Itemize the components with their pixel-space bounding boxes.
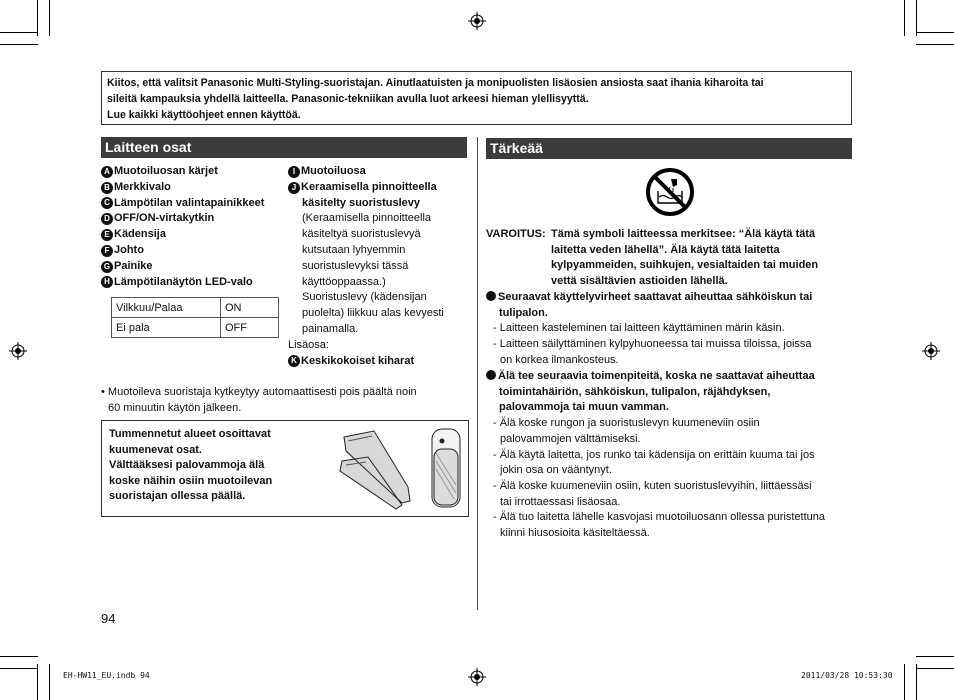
intro-line: Kiitos, että valitsit Panasonic Multi-Styling-suoristajan. Ainutlaatuisten ja monipuolisten lisäosien ansiosta saat ihania kiharoita tai [107,77,764,89]
bullet-icon [486,370,496,380]
badge: F [101,245,113,257]
crop-mark [0,668,38,669]
crop-mark [916,668,954,669]
crop-mark [916,32,954,33]
list-item: on korkea ilmankosteus. [500,353,619,366]
intro-line: Lue kaikki käyttöohjeet ennen käyttöä. [107,109,301,121]
crop-mark [904,0,905,36]
table-cell: OFF [221,318,279,338]
footer-file-info: EH-HW11_EU.indb 94 [63,671,150,680]
table-row [112,298,279,318]
part-item: J Keraamisella pinnoitteella [288,180,468,196]
table-row [112,318,279,338]
parts-list-2 [288,164,468,369]
list-item: - Laitteen kasteleminen tai laitteen käyttäminen märin käsin. [493,322,785,335]
safety-section-1: Seuraavat käyttelyvirheet saattavat aiheuttaa sähköiskun tai tulipalon. - Laitteen kasteleminen tai laitteen käyttäminen märin käsin. - Laitteen säilyttäminen kylpyhuoneessa tai muissa tiloissa, joissa on korkea ilmankosteus. [486,290,858,369]
part-item: A Muotoiluosan kärjet [101,164,291,180]
list-item: - Älä koske kuumeneviin osiin, kuten suoristuslevyihin, liittäessäsi [493,479,812,492]
registration-mark-icon [9,342,27,360]
badge: E [101,229,113,241]
list-item: tai irrottaessasi lisäosaa. [500,495,621,508]
parts-list [101,164,291,290]
crop-mark [916,44,954,45]
crop-mark [0,44,38,45]
section-heading-parts: Laitteen osat [101,137,467,158]
intro-line: sileitä kampauksia yhdellä laitteella. Panasonic-tekniikan avulla luot arkeesi hieman ylellisyyttä. [107,93,589,105]
badge: I [288,166,300,178]
badge: H [101,276,113,288]
registration-mark-icon [922,342,940,360]
part-item: I Muotoiluosa [288,164,468,180]
part-item: K Keskikokoiset kiharat [288,354,468,370]
badge: B [101,182,113,194]
part-item: C Lämpötilan valintapainikkeet [101,196,291,212]
part-item: H Lämpötilanäytön LED-valo [101,275,291,291]
badge: J [288,182,300,194]
list-item: - Laitteen säilyttäminen kylpyhuoneessa tai muissa tiloissa, joissa [493,338,812,351]
badge: A [101,166,113,178]
section-heading-important: Tärkeää [486,138,852,159]
table-cell: Vilkkuu/Palaa [112,298,221,318]
crop-mark [0,656,38,657]
led-table [111,297,279,338]
auto-off-note: • Muotoileva suoristaja kytkeytyy automaattisesti pois päältä noin 60 minuutin käytön jälkeen. [101,386,417,414]
page-number: 94 [101,611,116,626]
warning-block [486,227,856,290]
part-item: E Kädensija [101,227,291,243]
list-item: - Älä koske rungon ja suoristuslevyn kuumeneviin osiin [493,417,760,430]
part-item: D OFF/ON-virtakytkin [101,211,291,227]
no-water-warning-icon [645,167,695,217]
footer-timestamp: 2011/03/28 10:53:30 [801,671,893,680]
table-cell: Ei pala [112,318,221,338]
part-item: G Painike [101,259,291,275]
intro-box [101,71,852,125]
part-description: (Keraamisella pinnoitteella käsiteltyä suoristuslevyä kutsutaan lyhyemmin suoristuslevyksi tässä käyttöoppaassa.) Suoristuslevy (kädensijan puolelta) liikkuu alas kevyesti painamalla. [302,212,444,335]
list-item: jokin osa on vääntynyt. [500,464,612,477]
crop-mark [916,656,954,657]
column-divider [477,137,478,610]
safety-section-2: Älä tee seuraavia toimenpiteitä, koska ne saattavat aiheuttaa toimintahäiriön, sähköiskun, tulipalon, räjähdyksen, palovammoja tai muun vamman. - Älä koske rungon ja suoristuslevyn kuumeneviin osiin palovammojen välttämiseksi. - Älä käytä laitetta, jos runko tai kädensija on erittäin kuuma tai jos jokin osa on vääntynyt. - Älä koske kuumeneviin osiin, kuten suoristuslevyihin, liittäessäsi tai irrottaessasi lisäosaa. - Älä tuo laitetta lähelle kasvojasi muotoiluosann ollessa puristettuna kiinni hiusosioita käsiteltäessä. [486,369,858,542]
crop-mark [37,0,38,36]
warning-text: Tämä symboli laitteessa merkitsee: “Älä käytä tätä laitetta veden lähellä”. Älä käytä tätä laitetta kylpyammeiden, suihkujen, vesialtaiden tai muiden vettä sisältävien astioiden lähellä. [551,228,819,288]
list-item: palovammojen välttämiseksi. [500,432,641,445]
crop-mark [916,0,917,36]
badge: D [101,213,113,225]
table-cell: ON [221,298,279,318]
part-item-label: käsitelty suoristuslevy [302,196,421,209]
straightener-illustration [338,425,464,511]
list-item: - Älä tuo laitetta lähelle kasvojasi muotoiluosann ollessa puristettuna [493,511,826,524]
registration-mark-icon [468,668,486,686]
part-item: B Merkkivalo [101,180,291,196]
hot-parts-warning-text: Tummennetut alueet osoittavat kuumenevat osat. Välttääksesi palovammoja älä koske näihin osiin muotoilevan suoristajan ollessa päällä. [109,428,273,503]
list-item: kiinni hiusosioita käsiteltäessä. [500,527,650,540]
bullet-icon [486,291,496,301]
crop-mark [49,0,50,36]
crop-mark [37,664,38,700]
crop-mark [49,664,50,700]
list-item: - Älä käytä laitetta, jos runko tai kädensija on erittäin kuuma tai jos [493,448,815,461]
crop-mark [904,664,905,700]
badge: C [101,197,113,209]
badge: G [101,261,113,273]
crop-mark [0,32,38,33]
badge: K [288,355,300,367]
part-item: F Johto [101,243,291,259]
accessory-label: Lisäosa: [288,338,329,351]
registration-mark-icon [468,12,486,30]
warning-label: VAROITUS: [486,228,546,240]
crop-mark [916,664,917,700]
